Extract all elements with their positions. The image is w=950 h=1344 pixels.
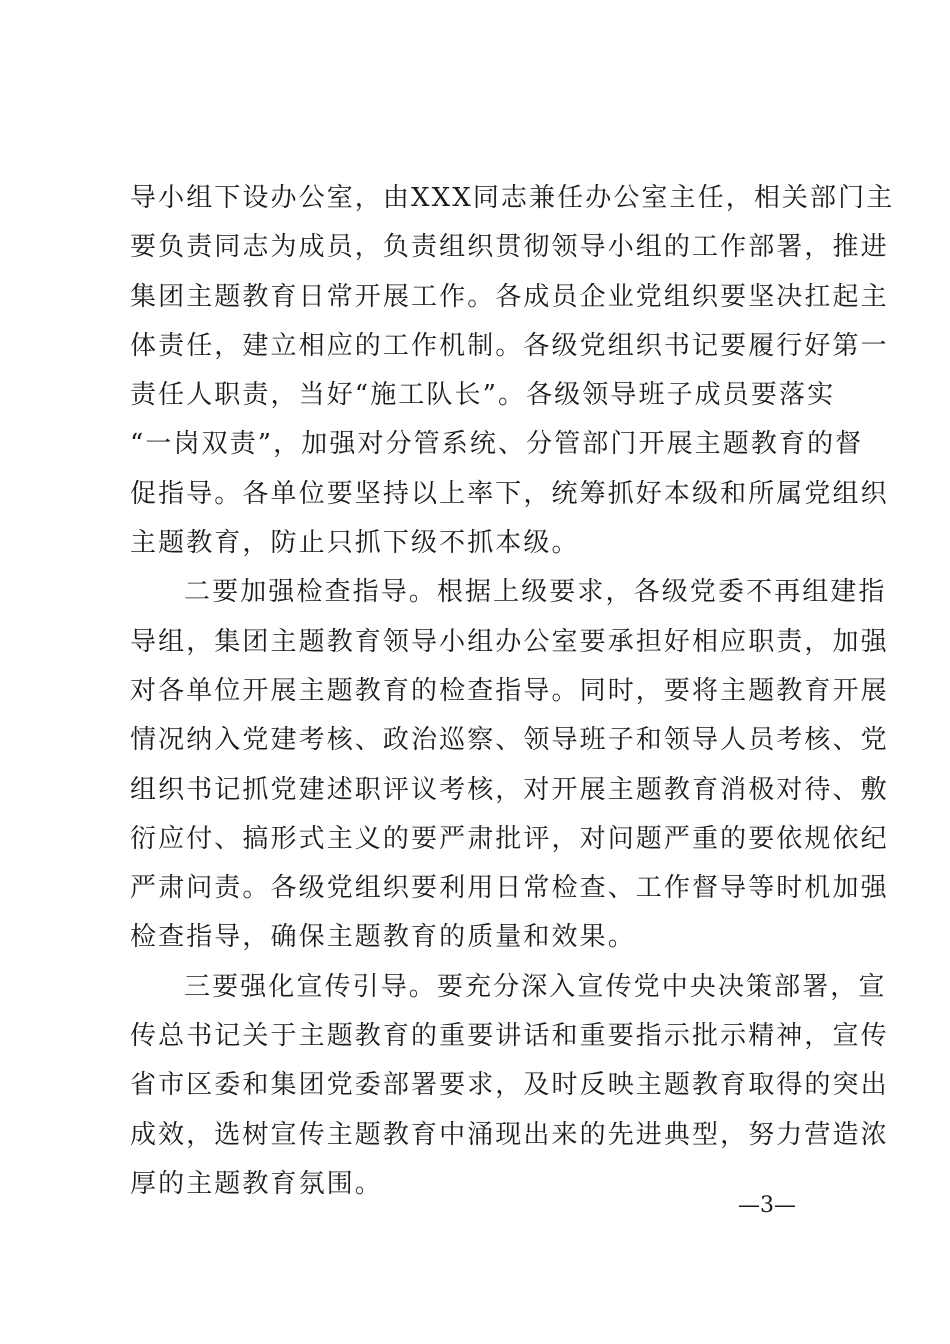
text-line: 导小组下设办公室，由XXX同志兼任办公室主任，相关部门主 [130,183,895,213]
text-line: 衍应付、搞形式主义的要严肃批评，对问题严重的要依规依纪 [130,823,889,854]
text-line: 主题教育，防止只抓下级不抓本级。 [130,528,580,559]
text-line: 对各单位开展主题教育的检查指导。同时，要将主题教育开展 [130,675,889,706]
text-line: 体责任，建立相应的工作机制。各级党组织书记要履行好第一 [130,330,889,361]
text-line: 严肃问责。各级党组织要利用日常检查、工作督导等时机加强 [130,873,889,904]
text-line: 厚的主题教育氛围。 [130,1168,383,1199]
text-line: 促指导。各单位要坚持以上率下，统筹抓好本级和所属党组织 [130,478,889,509]
text-line: 要负责同志为成员，负责组织贯彻领导小组的工作部署，推进 [130,232,889,263]
text-line: 责任人职责，当好“施工队长”。各级领导班子成员要落实 [130,380,836,411]
text-line: 导组，集团主题教育领导小组办公室要承担好相应职责，加强 [130,626,889,657]
text-line: 检查指导，确保主题教育的质量和效果。 [130,922,636,953]
paragraph-start-line: 二要加强检查指导。根据上级要求，各级党委不再组建指 [184,577,887,608]
paragraph-start-line: 三要强化宣传引导。要充分深入宣传党中央决策部署，宣 [184,971,887,1002]
text-line: 成效，选树宣传主题教育中涌现出来的先进典型，努力营造浓 [130,1119,889,1150]
text-line: “一岗双责”，加强对分管系统、分管部门开展主题教育的督 [130,429,864,460]
text-line: 传总书记关于主题教育的重要讲话和重要指示批示精神，宣传 [130,1021,889,1052]
text-line: 情况纳入党建考核、政治巡察、领导班子和领导人员考核、党 [130,725,889,756]
text-line: 组织书记抓党建述职评议考核，对开展主题教育消极对待、敷 [130,774,889,805]
body-text [130,174,895,1209]
text-line: 集团主题教育日常开展工作。各成员企业党组织要坚决扛起主 [130,281,889,312]
page-number: —3— [738,1193,796,1218]
text-line: 省市区委和集团党委部署要求，及时反映主题教育取得的突出 [130,1070,889,1101]
